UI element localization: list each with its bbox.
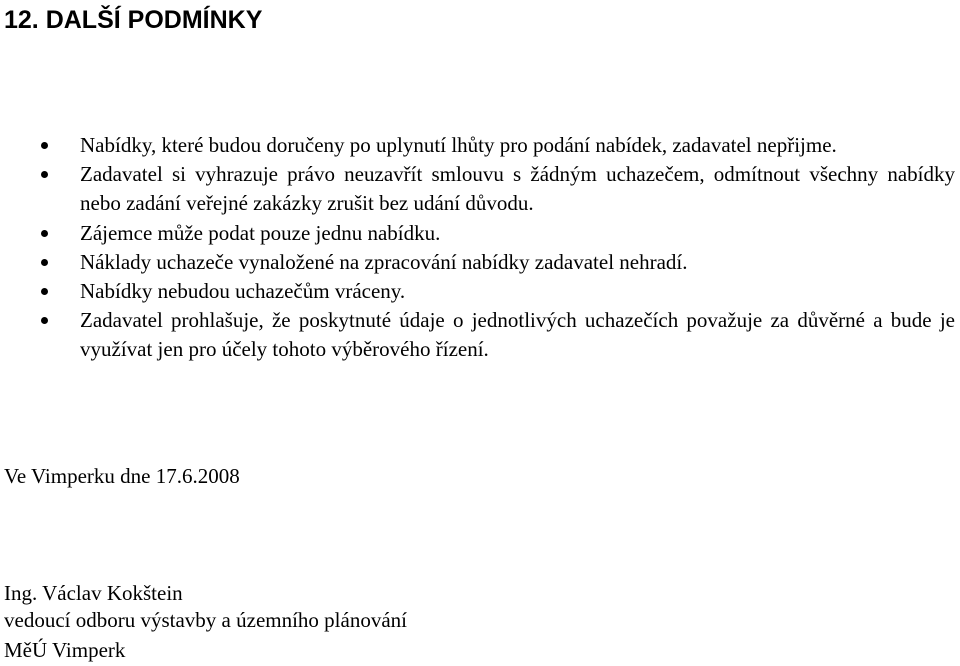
condition-item (0, 306, 955, 364)
condition-item (0, 131, 955, 160)
signatory-title: vedoucí odboru výstavby a územního plánování (4, 608, 407, 632)
condition-text: Zadavatel si vyhrazuje právo neuzavřít smlouvu s žádným uchazečem, odmítnout všechny nabídky nebo zadání veřejné zakázky zrušit bez udání důvodu. (80, 162, 955, 216)
bullet-icon (41, 288, 48, 295)
bullet-icon (41, 259, 48, 266)
condition-item (0, 248, 955, 277)
condition-text: Nabídky nebudou uchazečům vráceny. (80, 279, 406, 304)
signatory-office: MěÚ Vimperk (4, 638, 126, 662)
conditions-list (0, 131, 955, 365)
condition-item (0, 160, 955, 218)
bullet-icon (41, 317, 48, 324)
bullet-icon (41, 230, 48, 237)
condition-item (0, 219, 955, 248)
place-and-date: Ve Vimperku dne 17.6.2008 (4, 464, 240, 488)
signatory-name: Ing. Václav Kokštein (4, 581, 183, 605)
condition-text: Zadavatel prohlašuje, že poskytnuté údaje o jednotlivých uchazečích považuje za důvěrné a bude je využívat jen pro účely tohoto výběrového řízení. (80, 308, 955, 362)
bullet-icon (41, 142, 48, 149)
condition-text: Náklady uchazeče vynaložené na zpracování nabídky zadavatel nehradí. (80, 249, 688, 274)
condition-text: Nabídky, které budou doručeny po uplynutí lhůty pro podání nabídek, zadavatel nepřijme. (80, 133, 837, 157)
section-heading: 12. DALŠÍ PODMÍNKY (4, 6, 263, 34)
condition-item (0, 277, 955, 306)
bullet-icon (41, 171, 48, 178)
condition-text: Zájemce může podat pouze jednu nabídku. (80, 220, 441, 245)
